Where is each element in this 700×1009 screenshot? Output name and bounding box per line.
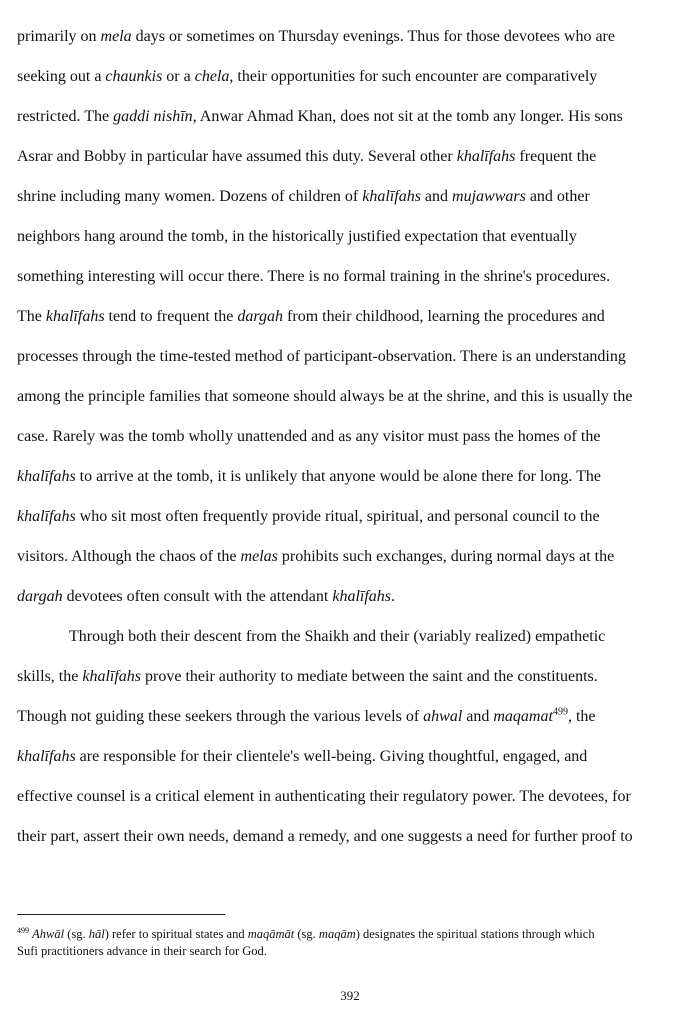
- italic-term: hāl: [88, 927, 105, 941]
- italic-term: chaunkis: [105, 68, 163, 85]
- text-line: [17, 547, 614, 567]
- text-span: something interesting will occur there. There is no formal training in the shrine's procedures.: [17, 268, 611, 285]
- text-span: to arrive at the tomb, it is unlikely that anyone would be alone there for long. The: [75, 468, 602, 485]
- italic-term: maqāmāt: [247, 927, 295, 941]
- page-number: 392: [340, 988, 360, 1003]
- italic-term: mujawwars: [452, 188, 526, 205]
- text-line: [17, 707, 595, 727]
- italic-term: mela: [100, 28, 132, 45]
- italic-term: khalīfahs: [17, 748, 76, 765]
- text-line: [17, 27, 615, 47]
- text-span: devotees often consult with the attendant: [62, 588, 333, 605]
- text-line: [17, 347, 626, 367]
- text-span: .: [391, 588, 396, 605]
- text-span: Sufi practitioners advance in their search for God.: [17, 944, 267, 958]
- text-span: and: [420, 188, 453, 205]
- italic-term: Ahwāl: [32, 927, 65, 941]
- italic-term: chela: [194, 68, 230, 85]
- text-span: tend to frequent the: [104, 308, 238, 325]
- text-span: frequent the: [515, 148, 597, 165]
- text-span: effective counsel is a critical element in authenticating their regulatory power. The devotees, for: [17, 788, 631, 805]
- italic-term: khalīfahs: [456, 148, 516, 165]
- italic-term: khalīfahs: [332, 588, 392, 605]
- text-line: [17, 107, 623, 127]
- text-line: [17, 267, 610, 287]
- text-span: prove their authority to mediate between the saint and the constituents.: [141, 668, 598, 685]
- text-span: Asrar and Bobby in particular have assumed this duty. Several other: [17, 148, 457, 165]
- text-line: [17, 787, 631, 807]
- text-line: [17, 227, 577, 247]
- italic-term: khalīfahs: [17, 468, 76, 485]
- text-line: [17, 387, 632, 407]
- text-span: skills, the: [17, 668, 83, 685]
- text-span: seeking out a: [17, 68, 106, 85]
- italic-term: khalīfahs: [362, 188, 421, 205]
- italic-term: gaddi nishīn: [113, 108, 193, 125]
- text-span: ) refer to spiritual states and: [104, 927, 248, 941]
- text-line: [17, 827, 633, 847]
- text-span: are responsible for their clientele's well-being. Giving thoughtful, engaged, and: [75, 748, 588, 765]
- italic-term: ahwal: [423, 708, 463, 725]
- text-span: neighbors hang around the tomb, in the historically justified expectation that eventually: [17, 228, 577, 245]
- text-span: Though not guiding these seekers through the various levels of: [17, 708, 424, 725]
- text-span: Through both their descent from the Shaikh and their (variably realized) empathetic: [69, 628, 606, 645]
- italic-term: maqamat: [493, 708, 553, 725]
- text-span: (sg.: [64, 927, 89, 941]
- text-line: [69, 627, 605, 647]
- text-span: shrine including many women. Dozens of children of: [17, 188, 363, 205]
- text-span: and other: [525, 188, 590, 205]
- text-span: who sit most often frequently provide ritual, spiritual, and personal council to the: [75, 508, 600, 525]
- italic-term: dargah: [237, 308, 284, 325]
- italic-term: maqām: [318, 927, 356, 941]
- italic-term: khalīfahs: [17, 508, 76, 525]
- text-line: [17, 307, 605, 327]
- text-span: processes through the time-tested method of participant-observation. There is an understanding: [17, 348, 626, 365]
- text-span: (sg.: [294, 927, 319, 941]
- text-span: , the: [567, 708, 596, 725]
- text-line: [17, 507, 600, 527]
- text-span: case. Rarely was the tomb wholly unattended and as any visitor must pass the homes of the: [17, 428, 601, 445]
- text-span: or a: [162, 68, 195, 85]
- text-span: prohibits such exchanges, during normal days at the: [277, 548, 615, 565]
- italic-term: dargah: [17, 588, 63, 605]
- text-line: [17, 467, 601, 487]
- text-span: restricted. The: [17, 108, 114, 125]
- footnote-reference: 499: [17, 925, 29, 935]
- footnote-reference: 499: [552, 706, 568, 718]
- footnote-line: [17, 943, 267, 959]
- text-span: their part, assert their own needs, demand a remedy, and one suggests a need for further proof to: [17, 828, 633, 845]
- text-line: [17, 747, 587, 767]
- text-span: and: [462, 708, 494, 725]
- text-span: , their opportunities for such encounter are comparatively: [229, 68, 598, 85]
- footnote-divider: [17, 914, 225, 915]
- text-line: [17, 667, 598, 687]
- italic-term: melas: [240, 548, 278, 565]
- text-span: days or sometimes on Thursday evenings. Thus for those devotees who are: [131, 28, 615, 45]
- text-span: The: [17, 308, 46, 325]
- text-span: primarily on: [17, 28, 101, 45]
- text-span: visitors. Although the chaos of the: [17, 548, 241, 565]
- italic-term: khalīfahs: [82, 668, 142, 685]
- italic-term: khalīfahs: [45, 308, 105, 325]
- text-line: [17, 187, 590, 207]
- text-span: ) designates the spiritual stations through which: [355, 927, 595, 941]
- text-line: [17, 147, 596, 167]
- text-line: [17, 67, 597, 87]
- text-span: , Anwar Ahmad Khan, does not sit at the tomb any longer. His sons: [192, 108, 623, 125]
- text-line: [17, 587, 395, 607]
- text-span: among the principle families that someone should always be at the shrine, and this is usually the: [17, 388, 633, 405]
- footnote-line: [17, 926, 595, 942]
- text-line: [17, 427, 600, 447]
- text-span: from their childhood, learning the procedures and: [283, 308, 605, 325]
